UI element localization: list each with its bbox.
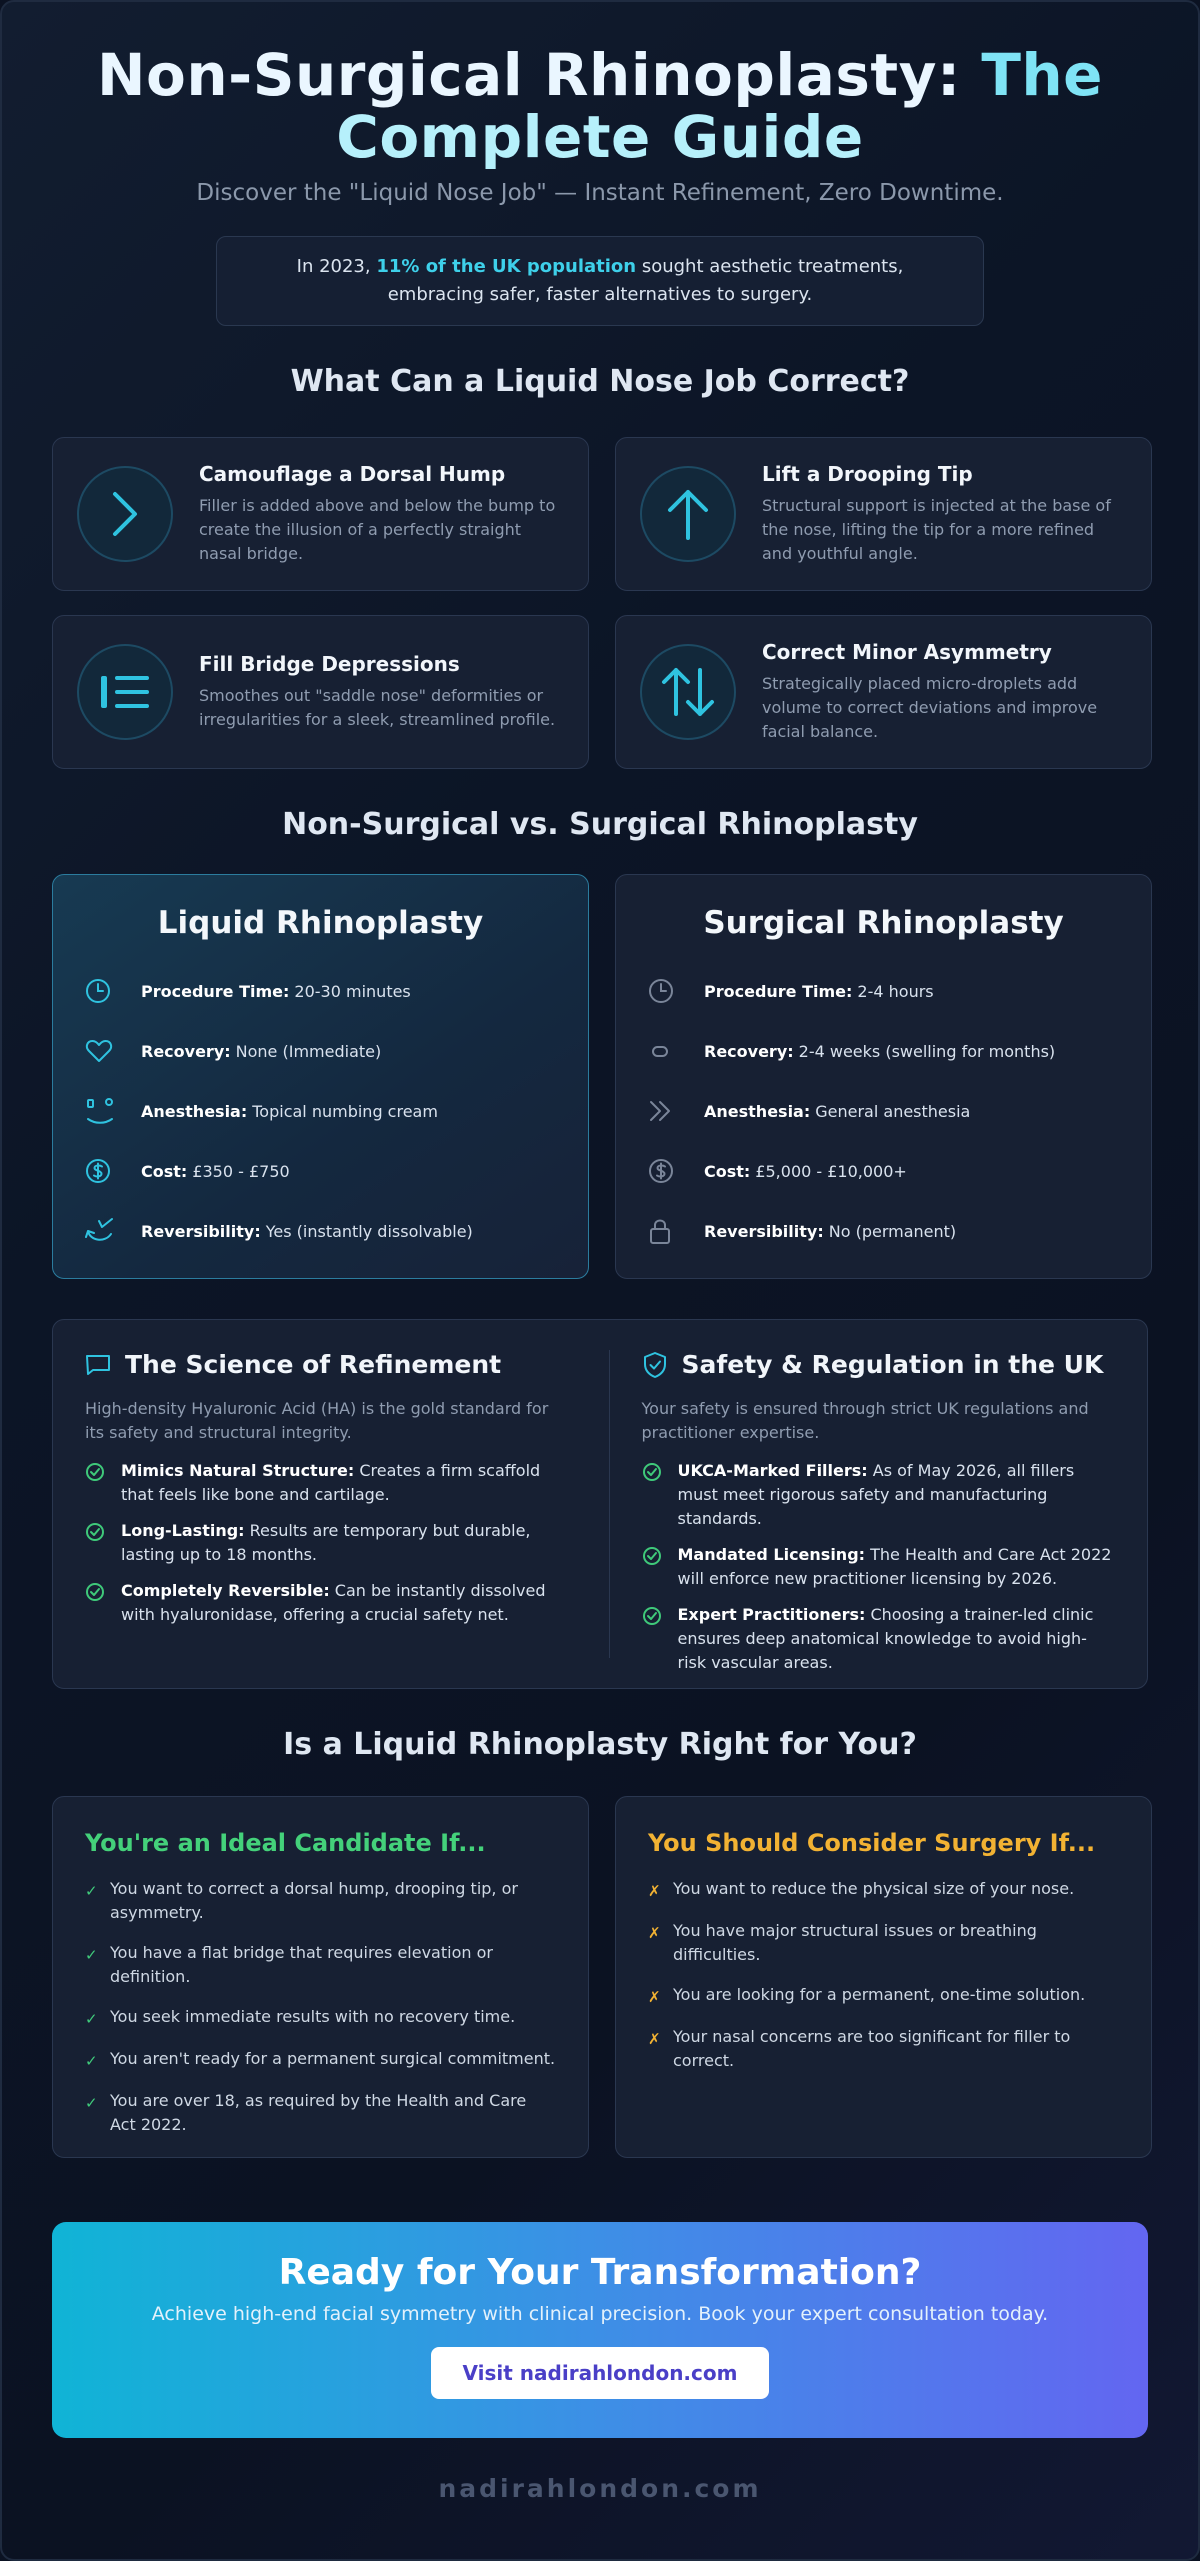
science-intro: High-density Hyaluronic Acid (HA) is the gold standard for its safety and structural integrity. bbox=[85, 1399, 549, 1442]
list-item: ✗ Your nasal concerns are too significant for filler to correct. bbox=[648, 2025, 1119, 2073]
page-title: Non-Surgical Rhinoplasty: The Complete Guide bbox=[96, 41, 1104, 171]
dollar-icon bbox=[85, 1158, 141, 1184]
cta-title: Ready for Your Transformation? bbox=[278, 2252, 922, 2293]
correction-desc: Strategically placed micro-droplets add volume to correct deviations and improve facial balance. bbox=[762, 674, 1098, 741]
list-item: ✓ You want to correct a dorsal hump, drooping tip, or asymmetry. bbox=[85, 1877, 556, 1925]
correction-desc: Structural support is injected at the base of the nose, lifting the tip for a more refined and youthful angle. bbox=[762, 496, 1111, 563]
stat-callout: In 2023, 11% of the UK population sought aesthetic treatments, embracing safer, faster alternatives to surgery. bbox=[216, 236, 984, 326]
cross-icon: ✗ bbox=[648, 1882, 661, 1900]
correction-desc: Filler is added above and below the bump to create the illusion of a perfectly straight nasal bridge. bbox=[199, 496, 556, 563]
comparison-row: Anesthesia: Topical numbing cream bbox=[85, 1081, 556, 1141]
check-circle-icon bbox=[85, 1519, 121, 1567]
visit-website-button[interactable]: Visit nadirahlondon.com bbox=[431, 2347, 769, 2399]
list-icon bbox=[77, 644, 173, 740]
undo-icon bbox=[85, 1217, 141, 1245]
check-icon: ✓ bbox=[85, 1882, 98, 1900]
stat-highlight: 11% of the UK population bbox=[376, 256, 637, 277]
comparison-row: Procedure Time: 2-4 hours bbox=[648, 961, 1119, 1021]
correction-card bbox=[615, 615, 1152, 769]
section-title-comparison: Non-Surgical vs. Surgical Rhinoplasty bbox=[282, 807, 918, 842]
correction-title: Fill Bridge Depressions bbox=[199, 652, 460, 676]
safety-item: UKCA-Marked Fillers: As of May 2026, all fillers must meet rigorous safety and manufacturing standards. bbox=[642, 1459, 1116, 1531]
list-item: ✓ You have a flat bridge that requires elevation or definition. bbox=[85, 1941, 556, 1989]
comparison-row: Cost: £350 - £750 bbox=[85, 1141, 556, 1201]
science-item: Long-Lasting: Results are temporary but durable, lasting up to 18 months. bbox=[85, 1519, 559, 1567]
safety-column bbox=[610, 1350, 1116, 1672]
lock-icon bbox=[648, 1217, 704, 1245]
double-chevron-icon bbox=[648, 1099, 704, 1123]
card-title: Liquid Rhinoplasty bbox=[157, 905, 484, 941]
hero-header bbox=[2, 2, 1198, 326]
comparison-row: Cost: £5,000 - £10,000+ bbox=[648, 1141, 1119, 1201]
check-circle-icon bbox=[642, 1543, 678, 1591]
cross-icon: ✗ bbox=[648, 1988, 661, 2006]
list-item: ✗ You have major structural issues or breathing difficulties. bbox=[648, 1919, 1119, 1967]
surgical-rhinoplasty-card bbox=[615, 874, 1152, 1279]
comparison-row: Reversibility: Yes (instantly dissolvable) bbox=[85, 1201, 556, 1261]
chevron-right-icon bbox=[77, 466, 173, 562]
safety-title: Safety & Regulation in the UK bbox=[681, 1350, 1104, 1379]
shield-check-icon bbox=[642, 1351, 668, 1379]
check-circle-icon bbox=[642, 1603, 678, 1675]
correction-card bbox=[52, 615, 589, 769]
check-icon: ✓ bbox=[85, 2010, 98, 2028]
bandage-icon bbox=[648, 1041, 704, 1061]
ideal-candidate-card bbox=[52, 1796, 589, 2158]
cta-banner bbox=[52, 2222, 1148, 2438]
page-subtitle: Discover the "Liquid Nose Job" — Instant Refinement, Zero Downtime. bbox=[196, 180, 1004, 206]
list-item: ✓ You are over 18, as required by the Health and Care Act 2022. bbox=[85, 2089, 556, 2137]
check-icon: ✓ bbox=[85, 2094, 98, 2112]
cta-text: Achieve high-end facial symmetry with clinical precision. Book your expert consultation today. bbox=[151, 2303, 1049, 2325]
correction-card bbox=[615, 437, 1152, 591]
comparison-row: Recovery: None (Immediate) bbox=[85, 1021, 556, 1081]
list-item: ✗ You are looking for a permanent, one-time solution. bbox=[648, 1983, 1119, 2009]
heart-icon bbox=[85, 1038, 141, 1064]
candidate-grid bbox=[52, 1796, 1148, 2158]
science-safety-panel bbox=[52, 1319, 1148, 1689]
correction-desc: Smoothes out "saddle nose" deformities or irregularities for a sleek, streamlined profile. bbox=[199, 686, 556, 729]
science-item: Completely Reversible: Can be instantly dissolved with hyaluronidase, offering a crucial safety net. bbox=[85, 1579, 559, 1627]
correction-card bbox=[52, 437, 589, 591]
section-title-candidate: Is a Liquid Rhinoplasty Right for You? bbox=[283, 1727, 917, 1762]
screen-icon bbox=[85, 1353, 111, 1377]
science-title: The Science of Refinement bbox=[125, 1350, 502, 1379]
clock-icon bbox=[85, 978, 141, 1004]
card-title: Surgical Rhinoplasty bbox=[703, 905, 1064, 941]
comparison-grid bbox=[52, 874, 1148, 1279]
section-title-correct: What Can a Liquid Nose Job Correct? bbox=[290, 364, 910, 399]
correction-title: Lift a Drooping Tip bbox=[762, 462, 973, 486]
check-circle-icon bbox=[642, 1459, 678, 1531]
consider-surgery-card bbox=[615, 1796, 1152, 2158]
check-circle-icon bbox=[85, 1459, 121, 1507]
safety-intro: Your safety is ensured through strict UK regulations and practitioner expertise. bbox=[641, 1399, 1089, 1442]
liquid-rhinoplasty-card bbox=[52, 874, 589, 1279]
correction-title: Camouflage a Dorsal Hump bbox=[199, 462, 506, 486]
safety-item: Expert Practitioners: Choosing a trainer-led clinic ensures deep anatomical knowledge to avoid high-risk vascular areas. bbox=[642, 1603, 1116, 1675]
cross-icon: ✗ bbox=[648, 2030, 661, 2048]
comparison-row: Procedure Time: 20-30 minutes bbox=[85, 961, 556, 1021]
card-title: You're an Ideal Candidate If... bbox=[85, 1829, 486, 1857]
footer-brand: nadirahlondon.com bbox=[438, 2474, 762, 2503]
list-item: ✗ You want to reduce the physical size of your nose. bbox=[648, 1877, 1119, 1903]
list-item: ✓ You seek immediate results with no recovery time. bbox=[85, 2005, 556, 2031]
card-title: You Should Consider Surgery If... bbox=[648, 1829, 1096, 1857]
arrows-up-down-icon bbox=[640, 644, 736, 740]
comparison-row: Anesthesia: General anesthesia bbox=[648, 1081, 1119, 1141]
face-icon bbox=[85, 1097, 141, 1125]
correction-grid bbox=[52, 437, 1148, 769]
comparison-row: Recovery: 2-4 weeks (swelling for months) bbox=[648, 1021, 1119, 1081]
cross-icon: ✗ bbox=[648, 1924, 661, 1942]
arrow-up-icon bbox=[640, 466, 736, 562]
comparison-row: Reversibility: No (permanent) bbox=[648, 1201, 1119, 1261]
clock-icon bbox=[648, 978, 704, 1004]
check-circle-icon bbox=[85, 1579, 121, 1627]
list-item: ✓ You aren't ready for a permanent surgical commitment. bbox=[85, 2047, 556, 2073]
correction-title: Correct Minor Asymmetry bbox=[762, 640, 1052, 664]
dollar-icon bbox=[648, 1158, 704, 1184]
check-icon: ✓ bbox=[85, 2052, 98, 2070]
safety-item: Mandated Licensing: The Health and Care Act 2022 will enforce new practitioner licensing by 2026. bbox=[642, 1543, 1116, 1591]
science-column bbox=[85, 1350, 610, 1658]
check-icon: ✓ bbox=[85, 1946, 98, 1964]
science-item: Mimics Natural Structure: Creates a firm scaffold that feels like bone and cartilage. bbox=[85, 1459, 559, 1507]
